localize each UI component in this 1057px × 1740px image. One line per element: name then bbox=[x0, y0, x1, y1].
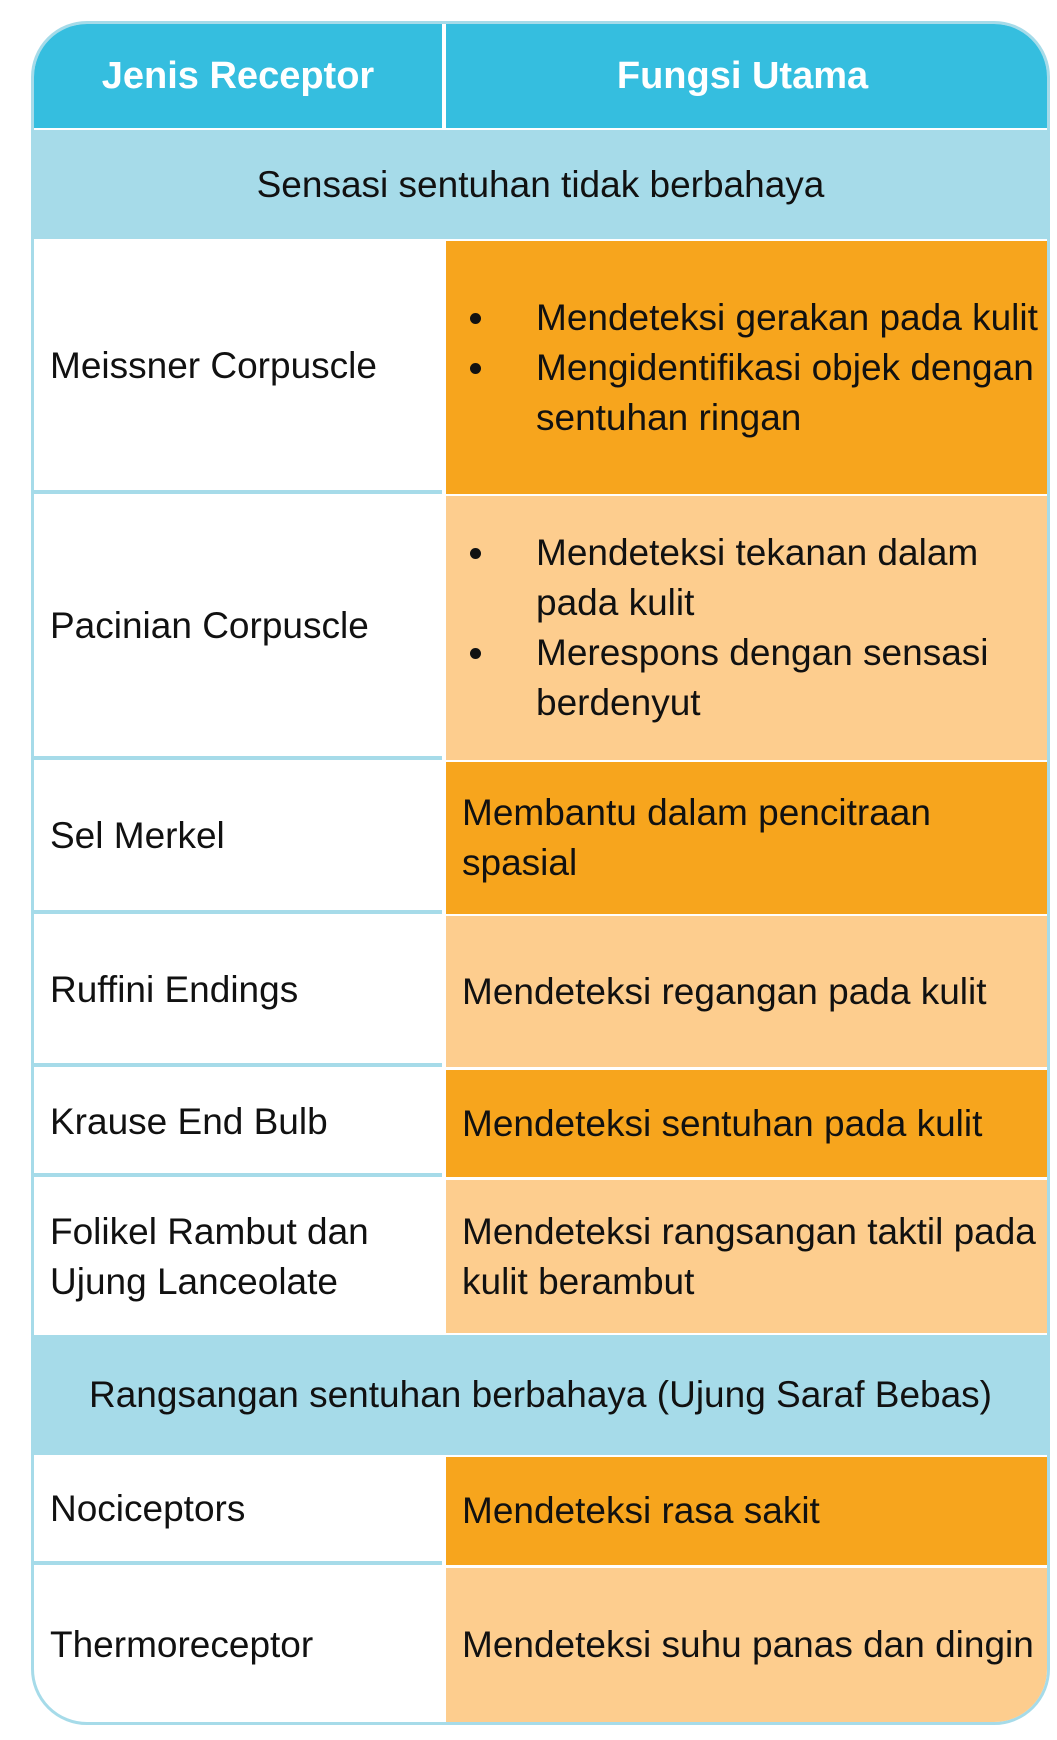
receptor-name: Sel Merkel bbox=[34, 762, 442, 914]
header-fungsi-utama: Fungsi Utama bbox=[446, 24, 1047, 128]
table-row bbox=[34, 1457, 1047, 1565]
receptor-name: Nociceptors bbox=[34, 1457, 442, 1565]
section-row bbox=[34, 1335, 1047, 1455]
function-cell: Mendeteksi sentuhan pada kulit bbox=[446, 1070, 1047, 1177]
function-item: Mendeteksi gerakan pada kulit bbox=[462, 293, 1039, 343]
receptor-table bbox=[31, 21, 1050, 1725]
function-cell: Mendeteksi rasa sakit bbox=[446, 1457, 1047, 1565]
section-title-harmless: Sensasi sentuhan tidak berbahaya bbox=[34, 130, 1047, 239]
table-row bbox=[34, 1568, 1047, 1722]
function-item: Merespons dengan sensasi berdenyut bbox=[462, 628, 1039, 728]
table-row bbox=[34, 762, 1047, 914]
function-item: Mendeteksi tekanan dalam pada kulit bbox=[462, 528, 1039, 628]
table-row bbox=[34, 496, 1047, 760]
receptor-name: Ruffini Endings bbox=[34, 916, 442, 1067]
function-item: Mengidentifikasi objek dengan sentuhan ringan bbox=[462, 343, 1039, 443]
table-header bbox=[34, 24, 1047, 128]
table-row bbox=[34, 1180, 1047, 1333]
table-row bbox=[34, 916, 1047, 1067]
section-row bbox=[34, 130, 1047, 239]
receptor-name: Krause End Bulb bbox=[34, 1070, 442, 1177]
header-jenis-receptor: Jenis Receptor bbox=[34, 24, 442, 128]
function-cell: Mendeteksi rangsangan taktil pada kulit berambut bbox=[446, 1180, 1047, 1333]
receptor-name: Folikel Rambut dan Ujung Lanceolate bbox=[50, 1210, 369, 1302]
receptor-name: Meissner Corpuscle bbox=[34, 241, 442, 494]
section-title-harmful: Rangsangan sentuhan berbahaya (Ujung Saraf Bebas) bbox=[34, 1335, 1047, 1455]
table-row bbox=[34, 241, 1047, 494]
function-cell bbox=[446, 496, 1047, 760]
function-cell bbox=[446, 241, 1047, 494]
function-cell: Membantu dalam pencitraan spasial bbox=[446, 762, 1047, 914]
receptor-name: Thermoreceptor bbox=[50, 1624, 314, 1665]
function-cell: Mendeteksi regangan pada kulit bbox=[446, 916, 1047, 1067]
table-row bbox=[34, 1070, 1047, 1177]
function-cell: Mendeteksi suhu panas dan dingin bbox=[446, 1568, 1047, 1722]
receptor-name: Pacinian Corpuscle bbox=[34, 496, 442, 760]
